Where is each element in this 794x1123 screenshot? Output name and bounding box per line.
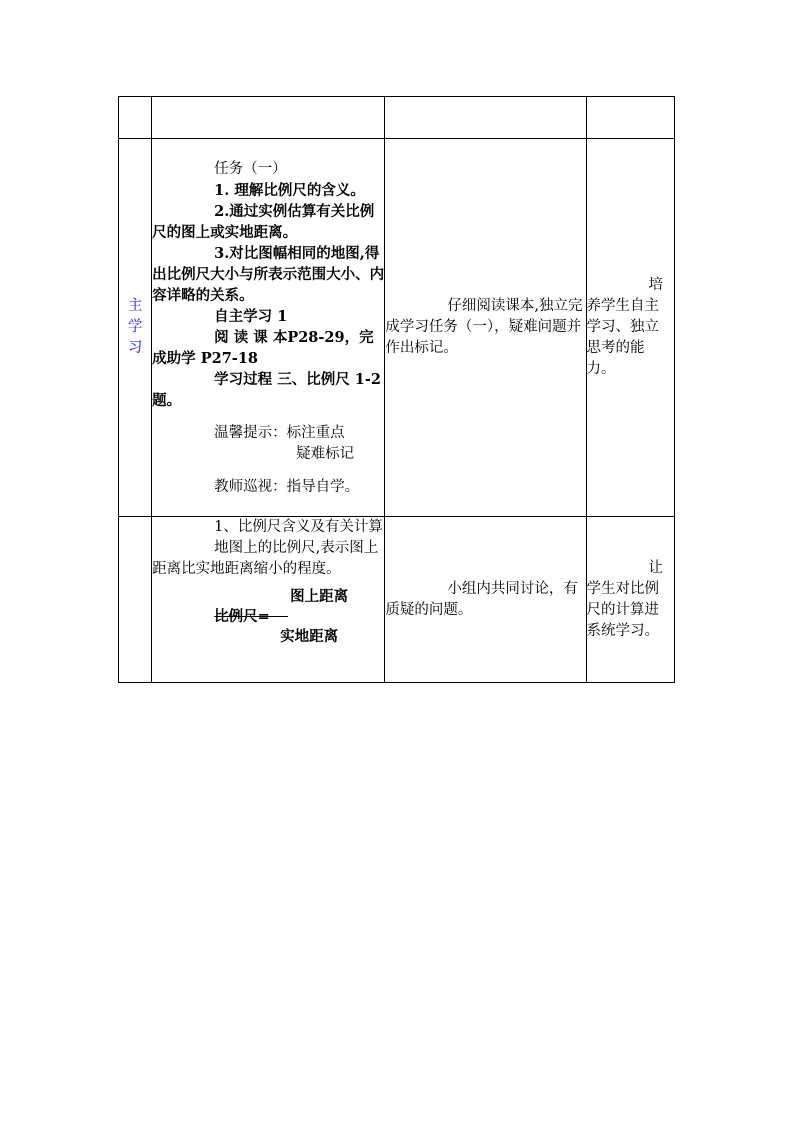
label-char: 学 xyxy=(127,319,143,335)
design-purpose-cell xyxy=(586,517,675,683)
design-purpose-text: 培养学生自主学习、独立思考的能力。 xyxy=(586,277,663,377)
goal-1: 1. 理解比例尺的含义。 xyxy=(214,182,365,199)
table-row-empty xyxy=(119,97,675,139)
student-activity-cell xyxy=(385,517,586,683)
label-char: 主 xyxy=(127,298,143,314)
tip-line-2: 疑难标记 xyxy=(296,446,355,462)
reading-instruction: 阅 读 课 本P28-29，完成助学 P27-18 xyxy=(152,329,374,367)
design-purpose-text: 让学生对比例尺的计算进系统学习。 xyxy=(586,559,663,639)
table-cell xyxy=(119,97,152,139)
table-cell xyxy=(586,97,675,139)
lesson-plan-table xyxy=(118,96,675,683)
formula-label: 比例尺= xyxy=(214,608,270,625)
table-cell xyxy=(119,517,152,683)
student-activity-text: 仔细阅读课本,独立完成学习任务（一），疑难问题并作出标记。 xyxy=(385,298,583,356)
teaching-content-cell xyxy=(152,139,385,517)
table-cell xyxy=(152,97,385,139)
section-heading: 1、比例尺含义及有关计算 xyxy=(214,519,383,535)
formula-denominator: 实地距离 xyxy=(280,628,339,645)
teacher-note: 教师巡视：指导自学。 xyxy=(214,479,360,495)
goal-3: 3.对比图幅相同的地图,得出比例尺大小与所表示范围大小、内容详略的关系。 xyxy=(152,245,385,304)
student-activity-cell xyxy=(385,139,586,517)
goal-2: 2.通过实例估算有关比例尺的图上或实地距离。 xyxy=(152,203,375,241)
design-purpose-cell xyxy=(586,139,675,517)
teaching-content-cell xyxy=(152,517,385,683)
process-instruction: 学习过程 三、比例尺 1-2 题。 xyxy=(152,371,381,409)
tip-label: 温馨提示：标注重点 xyxy=(214,425,345,441)
table-row-self-study xyxy=(119,139,675,517)
task-title: 任务（一） xyxy=(214,161,287,177)
table-row-calculation xyxy=(119,517,675,683)
fraction-bar xyxy=(264,616,288,617)
scale-formula xyxy=(152,586,384,648)
definition-text: 地图上的比例尺,表示图上距离比实地距离缩小的程度。 xyxy=(152,540,379,577)
self-study-title: 自主学习 1 xyxy=(214,308,288,325)
label-char: 习 xyxy=(127,340,143,356)
formula-numerator: 图上距离 xyxy=(290,588,349,605)
student-activity-text: 小组内共同讨论，有质疑的问题。 xyxy=(385,580,578,618)
row-label-zhu-xue-xi xyxy=(119,139,152,517)
table-cell xyxy=(385,97,586,139)
